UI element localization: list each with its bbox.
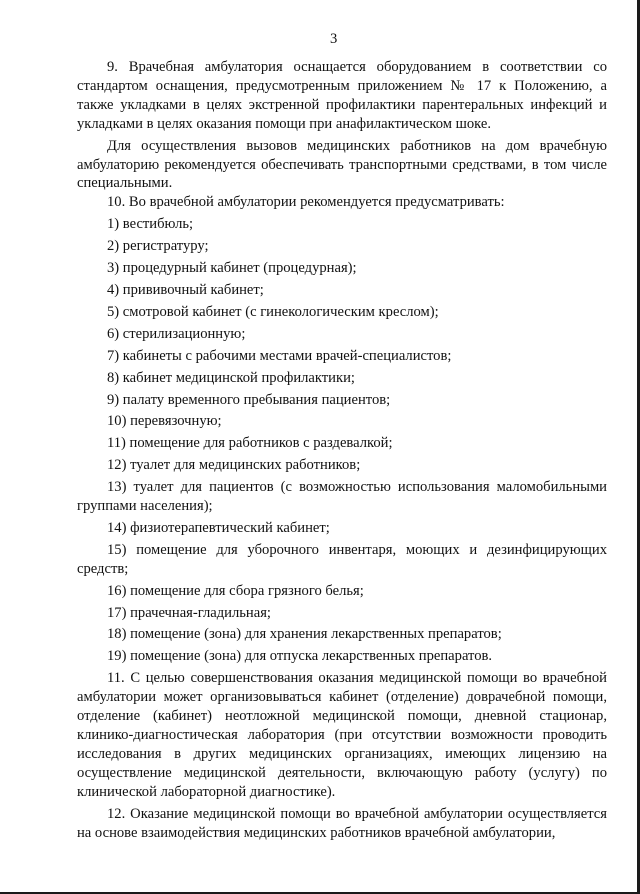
list-item: 12) туалет для медицинских работников;: [107, 457, 361, 474]
paragraph-12: 12. Оказание медицинской помощи во врачебной амбулатории осуществляется на основе взаимодействия медицинских работников врачебной амбулатории,: [77, 805, 607, 841]
list-item: 10) перевязочную;: [107, 413, 222, 430]
page-number: 3: [330, 31, 338, 47]
paragraph-9-transport: Для осуществления вызовов медицинских работников на дом врачебную амбулаторию рекомендуется обеспечивать транспортными средствами, в том числе специальными.: [77, 137, 607, 192]
list-item: 11) помещение для работников с раздевалкой;: [107, 435, 393, 452]
list-item: 17) прачечная-гладильная;: [107, 604, 271, 621]
list-item: 18) помещение (зона) для хранения лекарственных препаратов;: [107, 626, 502, 643]
premises-list: [77, 215, 607, 666]
list-item: 19) помещение (зона) для отпуска лекарственных препаратов.: [107, 648, 493, 665]
list-item: 6) стерилизационную;: [107, 325, 246, 342]
list-item: 1) вестибюль;: [107, 216, 194, 233]
list-item: 15) помещение для уборочного инвентаря, моющих и дезинфицирующих средств;: [77, 541, 607, 577]
paragraph-11: 11. С целью совершенствования оказания медицинской помощи во врачебной амбулатории может организовываться кабинет (отделение) доврачебной помощи, отделение (кабинет) неотложной медицинской помощи, дневной стационар, клинико-диагностическая лаборатория (при отсутствии возможности проводить исследования в других медицинских организациях, имеющих лицензию на осуществление медицинской деятельности, включающую работу (услугу) по клинической лабораторной диагностике).: [77, 670, 607, 800]
paragraph-10: 10. Во врачебной амбулатории рекомендуется предусматривать:: [107, 194, 505, 211]
list-item: 3) процедурный кабинет (процедурная);: [107, 260, 357, 277]
list-item: 4) прививочный кабинет;: [107, 281, 264, 298]
list-item: 13) туалет для пациентов (с возможностью использования маломобильными группами населения);: [77, 479, 607, 515]
list-item: 14) физиотерапевтический кабинет;: [107, 519, 330, 536]
list-item: 9) палату временного пребывания пациентов;: [107, 391, 391, 408]
list-item: 2) регистратуру;: [107, 238, 209, 255]
document-body: [77, 58, 607, 842]
list-item: 8) кабинет медицинской профилактики;: [107, 369, 355, 386]
list-item: 5) смотровой кабинет (с гинекологическим креслом);: [107, 303, 439, 320]
paragraph-9: 9. Врачебная амбулатория оснащается оборудованием в соответствии со стандартом оснащения, предусмотренным приложением № 17 к Положению, а также укладками в целях экстренной профилактики парентеральных инфекций и укладками в целях оказания помощи при анафилактическом шоке.: [77, 59, 607, 132]
list-item: 7) кабинеты с рабочими местами врачей-специалистов;: [107, 347, 452, 364]
list-item: 16) помещение для сбора грязного белья;: [107, 582, 364, 599]
